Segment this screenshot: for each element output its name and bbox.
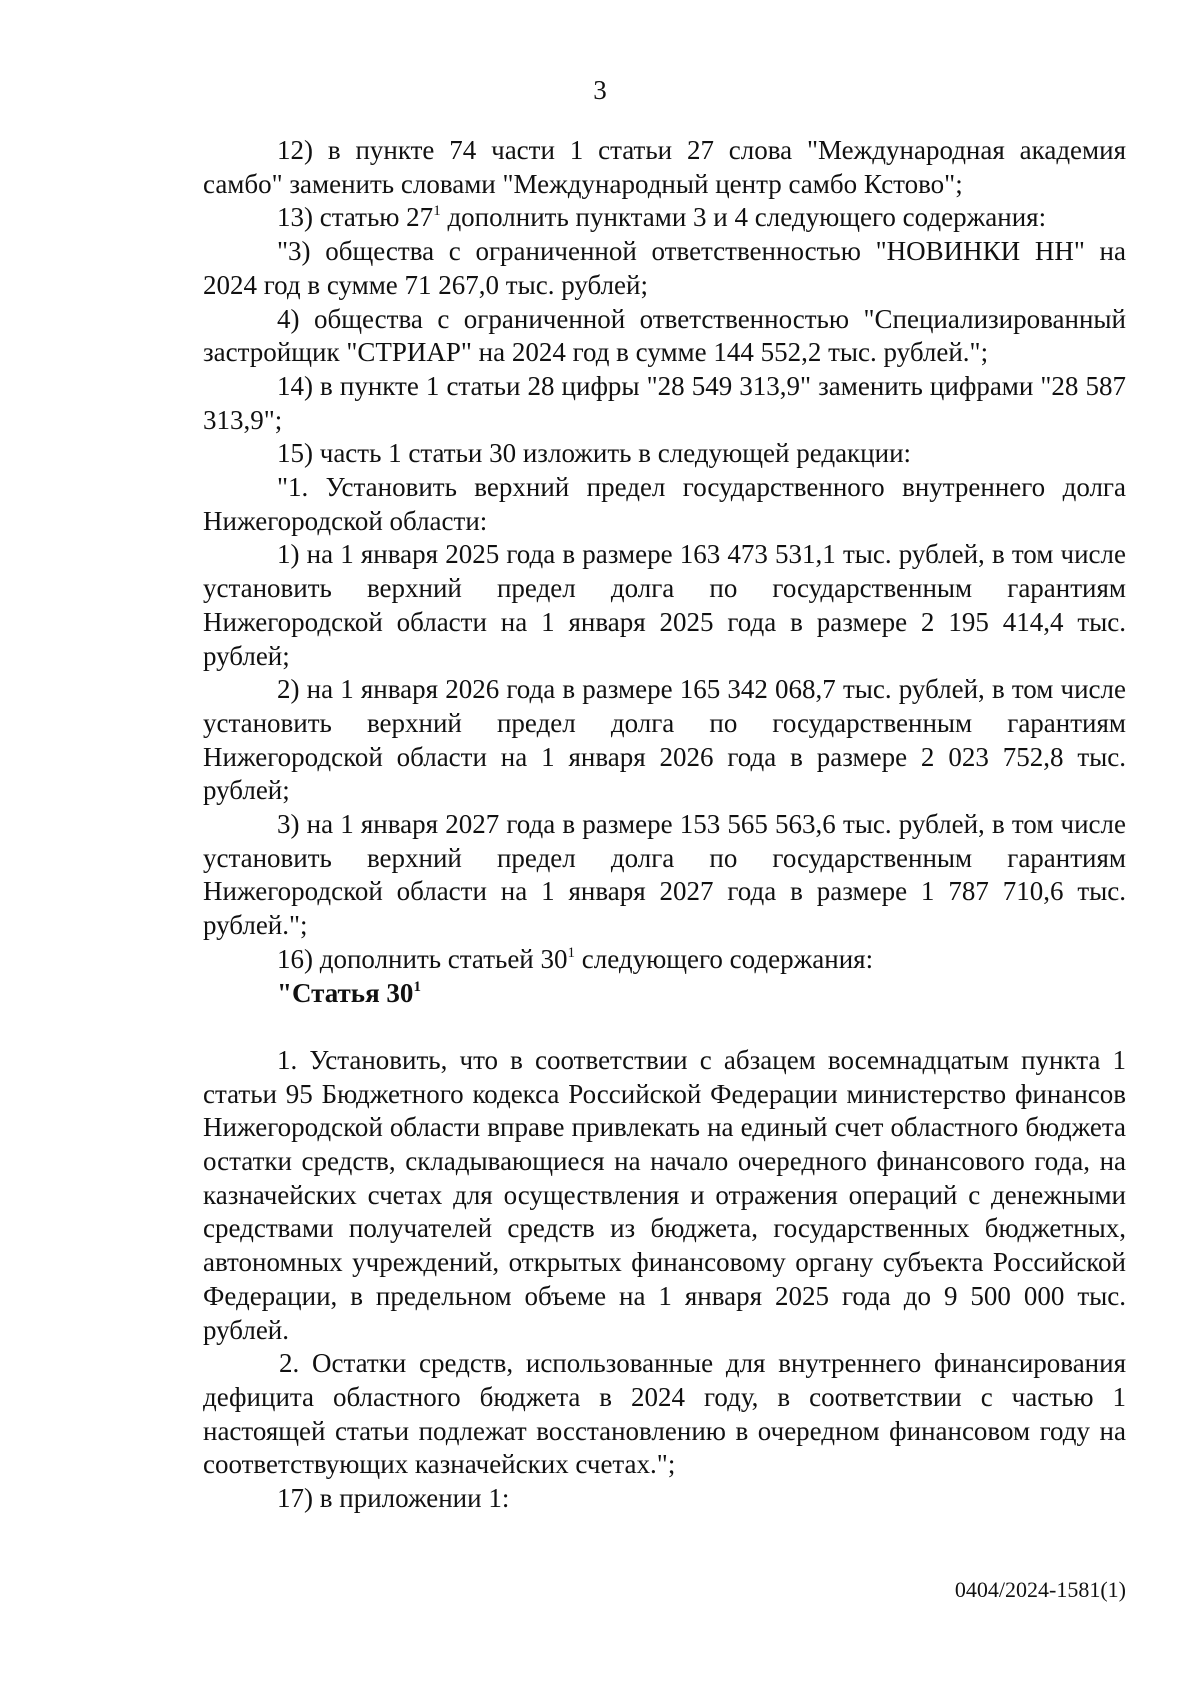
article-part-2: 2. Остатки средств, использованные для внутреннего финансирования дефицита областного бюджета в 2024 году, в соответствии с частью 1 настоящей статьи подлежат восстановлению в очередном финансовом году на соответствующих казначейских счетах."; <box>203 1348 1126 1480</box>
article-heading <box>203 977 1126 1011</box>
item-16-end: следующего содержания: <box>575 943 874 974</box>
page-number: 3 <box>593 75 607 105</box>
superscript: 1 <box>433 203 441 220</box>
item-13-point-4: 4) общества с ограниченной ответственностью "Специализированный застройщик "СТРИАР" на 2024 год в сумме 144 552,2 тыс. рублей."; <box>203 303 1126 368</box>
item-12: 12) в пункте 74 части 1 статьи 27 слова "Международная академия самбо" заменить словами "Международный центр самбо Кстово"; <box>203 135 1126 199</box>
item-13 <box>203 201 1126 235</box>
document-number: 0404/2024-1581(1) <box>954 1577 1126 1602</box>
article-part-1: 1. Установить, что в соответствии с абзацем восемнадцатым пункта 1 статьи 95 Бюджетного кодекса Российской Федерации министерство финансов Нижегородской области вправе привлекать на единый счет областного бюджета остатки средств, складывающиеся на начало очередного финансового года, на казначейских счетах для осуществления и отражения операций с денежными средствами получателей средств из бюджета, государственных бюджетных, автономных учреждений, открытых финансовому органу субъекта Российской Федерации, в предельном объеме на 1 января 2025 года до 9 500 000 тыс. рублей. <box>203 1044 1126 1345</box>
blank-line <box>203 1010 1126 1044</box>
item-15-subpoint-3: 3) на 1 января 2027 года в размере 153 565 563,6 тыс. рублей, в том числе установить верхний предел долга по государственным гарантиям Нижегородской области на 1 января 2027 года в размере 1 787 710,6 тыс. рублей."; <box>203 809 1126 941</box>
superscript: 1 <box>413 978 421 995</box>
item-16 <box>203 943 1126 977</box>
item-15: 15) часть 1 статьи 30 изложить в следующей редакции: <box>277 438 912 469</box>
item-13-end: дополнить пунктами 3 и 4 следующего содержания: <box>440 202 1047 233</box>
item-15-part-1: "1. Установить верхний предел государственного внутреннего долга Нижегородской области: <box>203 472 1126 536</box>
item-16-start: 16) дополнить статьей 30 <box>277 943 568 974</box>
item-13-start: 13) статью 27 <box>277 202 434 233</box>
item-15-subpoint-2: 2) на 1 января 2026 года в размере 165 342 068,7 тыс. рублей, в том числе установить верхний предел долга по государственным гарантиям Нижегородской области на 1 января 2026 года в размере 2 023 752,8 тыс. рублей; <box>203 674 1126 806</box>
item-17: 17) в приложении 1: <box>277 1483 510 1514</box>
article-heading-text: "Статья 30 <box>277 977 414 1008</box>
document-body <box>203 134 1126 1516</box>
superscript: 1 <box>567 944 576 961</box>
item-15-subpoint-1: 1) на 1 января 2025 года в размере 163 473 531,1 тыс. рублей, в том числе установить верхний предел долга по государственным гарантиям Нижегородской области на 1 января 2025 года в размере 2 195 414,4 тыс. рублей; <box>203 539 1126 671</box>
item-14: 14) в пункте 1 статьи 28 цифры "28 549 313,9" заменить цифрами "28 587 313,9"; <box>203 370 1126 435</box>
item-13-point-3: "3) общества с ограниченной ответственностью "НОВИНКИ НН" на 2024 год в сумме 71 267,0 тыс. рублей; <box>203 236 1126 300</box>
